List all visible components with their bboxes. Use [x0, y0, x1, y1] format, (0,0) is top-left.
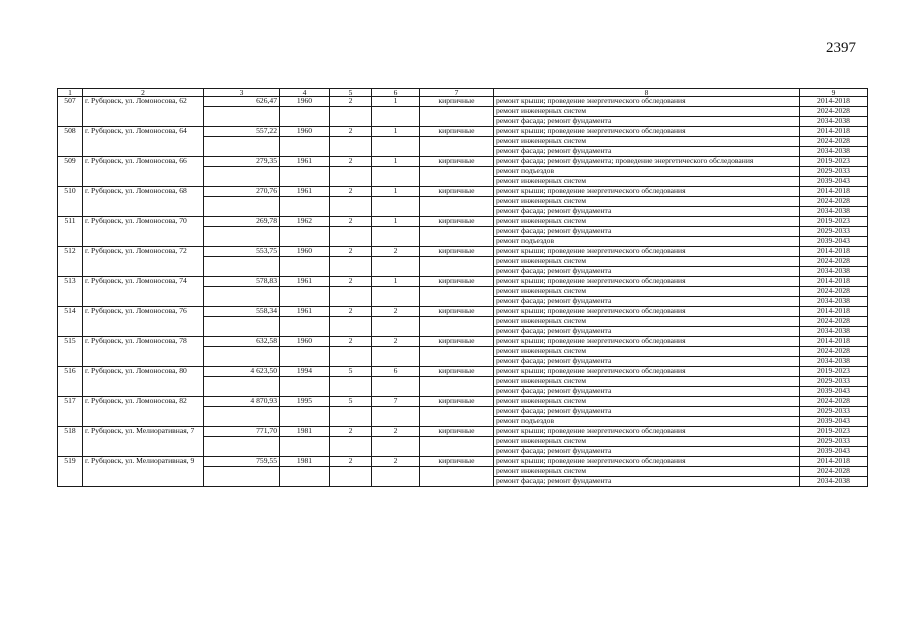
empty-cell — [420, 467, 494, 487]
record-area: 4 623,50 — [204, 367, 280, 377]
work-period: 2034-2038 — [800, 297, 868, 307]
work-period: 2034-2038 — [800, 477, 868, 487]
record-material: кирпичные — [420, 247, 494, 257]
empty-cell — [204, 257, 280, 277]
record-material: кирпичные — [420, 277, 494, 287]
empty-cell — [372, 257, 420, 277]
empty-cell — [204, 317, 280, 337]
header-cell: 1 — [58, 89, 83, 97]
record-floors: 2 — [330, 427, 372, 437]
work-type: ремонт крыши; проведение энергетического обследования — [494, 127, 800, 137]
work-type: ремонт крыши; проведение энергетического обследования — [494, 97, 800, 107]
work-period: 2039-2043 — [800, 237, 868, 247]
work-type: ремонт инженерных систем — [494, 287, 800, 297]
work-type: ремонт инженерных систем — [494, 177, 800, 187]
record-year: 1981 — [280, 427, 330, 437]
work-period: 2024-2028 — [800, 467, 868, 477]
header-cell: 5 — [330, 89, 372, 97]
empty-cell — [280, 467, 330, 487]
record-address: г. Рубцовск, ул. Ломоносова, 68 — [83, 187, 204, 217]
work-period: 2034-2038 — [800, 207, 868, 217]
empty-cell — [330, 167, 372, 187]
empty-cell — [280, 437, 330, 457]
record-entrances: 2 — [372, 427, 420, 437]
record-entrances: 6 — [372, 367, 420, 377]
header-cell: 9 — [800, 89, 868, 97]
work-period: 2034-2038 — [800, 147, 868, 157]
record-floors: 2 — [330, 187, 372, 197]
record-area: 578,83 — [204, 277, 280, 287]
record-floors: 2 — [330, 157, 372, 167]
table-row — [58, 397, 868, 407]
record-area: 558,34 — [204, 307, 280, 317]
record-area: 626,47 — [204, 97, 280, 107]
work-type: ремонт крыши; проведение энергетического обследования — [494, 307, 800, 317]
work-type: ремонт фасада; ремонт фундамента — [494, 117, 800, 127]
empty-cell — [330, 287, 372, 307]
page-number: 2397 — [826, 40, 856, 56]
work-type: ремонт фасада; ремонт фундамента — [494, 477, 800, 487]
work-type: ремонт инженерных систем — [494, 377, 800, 387]
work-period: 2039-2043 — [800, 387, 868, 397]
empty-cell — [420, 257, 494, 277]
empty-cell — [330, 317, 372, 337]
record-area: 771,70 — [204, 427, 280, 437]
work-period: 2034-2038 — [800, 327, 868, 337]
work-period: 2014-2018 — [800, 337, 868, 347]
table-row — [58, 127, 868, 137]
empty-cell — [280, 137, 330, 157]
record-floors: 2 — [330, 217, 372, 227]
work-period: 2014-2018 — [800, 187, 868, 197]
empty-cell — [420, 407, 494, 427]
header-cell: 6 — [372, 89, 420, 97]
record-number: 510 — [58, 187, 83, 217]
work-period: 2029-2033 — [800, 167, 868, 177]
header-cell: 7 — [420, 89, 494, 97]
work-period: 2039-2043 — [800, 447, 868, 457]
table-row — [58, 187, 868, 197]
record-entrances: 1 — [372, 127, 420, 137]
work-type: ремонт фасада; ремонт фундамента — [494, 207, 800, 217]
work-type: ремонт инженерных систем — [494, 197, 800, 207]
work-type: ремонт фасада; ремонт фундамента — [494, 147, 800, 157]
empty-cell — [372, 287, 420, 307]
record-material: кирпичные — [420, 307, 494, 317]
work-type: ремонт инженерных систем — [494, 257, 800, 267]
work-period: 2034-2038 — [800, 117, 868, 127]
empty-cell — [420, 317, 494, 337]
table-row — [58, 97, 868, 107]
empty-cell — [420, 107, 494, 127]
work-period: 2024-2028 — [800, 137, 868, 147]
record-year: 1960 — [280, 97, 330, 107]
header-cell: 4 — [280, 89, 330, 97]
empty-cell — [330, 407, 372, 427]
work-type: ремонт крыши; проведение энергетического обследования — [494, 367, 800, 377]
record-entrances: 1 — [372, 187, 420, 197]
work-period: 2019-2023 — [800, 427, 868, 437]
record-year: 1960 — [280, 247, 330, 257]
record-year: 1961 — [280, 307, 330, 317]
empty-cell — [330, 107, 372, 127]
work-period: 2029-2033 — [800, 227, 868, 237]
record-material: кирпичные — [420, 337, 494, 347]
record-area: 270,76 — [204, 187, 280, 197]
record-area: 4 870,93 — [204, 397, 280, 407]
table-row — [58, 337, 868, 347]
record-floors: 2 — [330, 337, 372, 347]
record-number: 509 — [58, 157, 83, 187]
record-number: 519 — [58, 457, 83, 487]
work-type: ремонт подъездов — [494, 237, 800, 247]
housing-register-table — [57, 88, 868, 487]
record-entrances: 7 — [372, 397, 420, 407]
record-address: г. Рубцовск, ул. Мелиоративная, 7 — [83, 427, 204, 457]
empty-cell — [330, 347, 372, 367]
empty-cell — [280, 167, 330, 187]
empty-cell — [330, 137, 372, 157]
work-type: ремонт инженерных систем — [494, 467, 800, 477]
record-year: 1962 — [280, 217, 330, 227]
record-address: г. Рубцовск, ул. Ломоносова, 74 — [83, 277, 204, 307]
empty-cell — [280, 347, 330, 367]
empty-cell — [420, 377, 494, 397]
record-number: 512 — [58, 247, 83, 277]
work-type: ремонт инженерных систем — [494, 217, 800, 227]
work-period: 2014-2018 — [800, 97, 868, 107]
work-period: 2024-2028 — [800, 287, 868, 297]
record-area: 632,58 — [204, 337, 280, 347]
table-row — [58, 427, 868, 437]
work-period: 2034-2038 — [800, 267, 868, 277]
empty-cell — [330, 227, 372, 247]
empty-cell — [330, 467, 372, 487]
empty-cell — [330, 257, 372, 277]
empty-cell — [204, 107, 280, 127]
work-period: 2024-2028 — [800, 107, 868, 117]
record-material: кирпичные — [420, 457, 494, 467]
empty-cell — [280, 227, 330, 247]
work-period: 2029-2033 — [800, 377, 868, 387]
empty-cell — [420, 287, 494, 307]
record-area: 557,22 — [204, 127, 280, 137]
work-period: 2019-2023 — [800, 367, 868, 377]
work-period: 2024-2028 — [800, 347, 868, 357]
work-type: ремонт инженерных систем — [494, 107, 800, 117]
record-area: 759,55 — [204, 457, 280, 467]
record-number: 513 — [58, 277, 83, 307]
record-material: кирпичные — [420, 187, 494, 197]
header-cell: 2 — [83, 89, 204, 97]
work-period: 2024-2028 — [800, 197, 868, 207]
record-floors: 2 — [330, 127, 372, 137]
empty-cell — [372, 347, 420, 367]
record-address: г. Рубцовск, ул. Ломоносова, 82 — [83, 397, 204, 427]
record-year: 1994 — [280, 367, 330, 377]
table-row — [58, 157, 868, 167]
table-body — [58, 97, 868, 487]
table-row — [58, 457, 868, 467]
empty-cell — [372, 197, 420, 217]
work-type: ремонт фасада; ремонт фундамента — [494, 447, 800, 457]
work-type: ремонт фасада; ремонт фундамента — [494, 297, 800, 307]
work-type: ремонт инженерных систем — [494, 397, 800, 407]
work-period: 2014-2018 — [800, 277, 868, 287]
work-type: ремонт крыши; проведение энергетического обследования — [494, 247, 800, 257]
work-type: ремонт крыши; проведение энергетического обследования — [494, 337, 800, 347]
empty-cell — [330, 377, 372, 397]
record-area: 269,78 — [204, 217, 280, 227]
table-row — [58, 307, 868, 317]
record-number: 517 — [58, 397, 83, 427]
record-number: 515 — [58, 337, 83, 367]
work-period: 2029-2033 — [800, 407, 868, 417]
work-type: ремонт фасада; ремонт фундамента — [494, 387, 800, 397]
record-area: 279,35 — [204, 157, 280, 167]
empty-cell — [280, 197, 330, 217]
record-address: г. Рубцовск, ул. Ломоносова, 70 — [83, 217, 204, 247]
work-type: ремонт крыши; проведение энергетического обследования — [494, 187, 800, 197]
empty-cell — [280, 407, 330, 427]
record-number: 514 — [58, 307, 83, 337]
work-type: ремонт фасада; ремонт фундамента — [494, 267, 800, 277]
empty-cell — [204, 437, 280, 457]
record-entrances: 1 — [372, 97, 420, 107]
record-floors: 5 — [330, 367, 372, 377]
record-entrances: 1 — [372, 277, 420, 287]
record-number: 518 — [58, 427, 83, 457]
work-type: ремонт фасада; ремонт фундамента — [494, 407, 800, 417]
work-type: ремонт фасада; ремонт фундамента; проведение энергетического обследования — [494, 157, 800, 167]
work-period: 2024-2028 — [800, 257, 868, 267]
empty-cell — [330, 437, 372, 457]
empty-cell — [204, 467, 280, 487]
record-floors: 5 — [330, 397, 372, 407]
record-address: г. Рубцовск, ул. Мелиоративная, 9 — [83, 457, 204, 487]
record-address: г. Рубцовск, ул. Ломоносова, 78 — [83, 337, 204, 367]
record-entrances: 2 — [372, 337, 420, 347]
record-material: кирпичные — [420, 427, 494, 437]
empty-cell — [204, 167, 280, 187]
empty-cell — [330, 197, 372, 217]
record-material: кирпичные — [420, 157, 494, 167]
record-floors: 2 — [330, 457, 372, 467]
record-year: 1995 — [280, 397, 330, 407]
empty-cell — [280, 287, 330, 307]
work-period: 2034-2038 — [800, 357, 868, 367]
empty-cell — [420, 437, 494, 457]
record-number: 507 — [58, 97, 83, 127]
work-type: ремонт подъездов — [494, 167, 800, 177]
record-floors: 2 — [330, 97, 372, 107]
empty-cell — [420, 137, 494, 157]
empty-cell — [204, 407, 280, 427]
empty-cell — [204, 227, 280, 247]
work-type: ремонт фасада; ремонт фундамента — [494, 327, 800, 337]
record-address: г. Рубцовск, ул. Ломоносова, 64 — [83, 127, 204, 157]
empty-cell — [372, 167, 420, 187]
header-cell: 3 — [204, 89, 280, 97]
work-type: ремонт крыши; проведение энергетического обследования — [494, 457, 800, 467]
work-type: ремонт инженерных систем — [494, 437, 800, 447]
record-address: г. Рубцовск, ул. Ломоносова, 76 — [83, 307, 204, 337]
record-entrances: 2 — [372, 307, 420, 317]
record-year: 1981 — [280, 457, 330, 467]
work-type: ремонт крыши; проведение энергетического обследования — [494, 277, 800, 287]
work-type: ремонт инженерных систем — [494, 347, 800, 357]
record-address: г. Рубцовск, ул. Ломоносова, 66 — [83, 157, 204, 187]
record-entrances: 2 — [372, 247, 420, 257]
empty-cell — [420, 347, 494, 367]
record-area: 553,75 — [204, 247, 280, 257]
empty-cell — [204, 287, 280, 307]
empty-cell — [372, 137, 420, 157]
record-material: кирпичные — [420, 367, 494, 377]
record-address: г. Рубцовск, ул. Ломоносова, 62 — [83, 97, 204, 127]
empty-cell — [280, 107, 330, 127]
empty-cell — [372, 107, 420, 127]
empty-cell — [204, 347, 280, 367]
record-number: 508 — [58, 127, 83, 157]
work-type: ремонт подъездов — [494, 417, 800, 427]
record-entrances: 2 — [372, 457, 420, 467]
empty-cell — [280, 257, 330, 277]
record-year: 1961 — [280, 187, 330, 197]
empty-cell — [280, 317, 330, 337]
record-year: 1961 — [280, 277, 330, 287]
record-floors: 2 — [330, 307, 372, 317]
header-cell: 8 — [494, 89, 800, 97]
work-period: 2039-2043 — [800, 177, 868, 187]
empty-cell — [420, 227, 494, 247]
work-type: ремонт инженерных систем — [494, 317, 800, 327]
work-type: ремонт фасада; ремонт фундамента — [494, 227, 800, 237]
table-header — [58, 89, 868, 97]
empty-cell — [204, 197, 280, 217]
table-row — [58, 217, 868, 227]
record-material: кирпичные — [420, 97, 494, 107]
work-period: 2024-2028 — [800, 317, 868, 327]
empty-cell — [420, 167, 494, 187]
record-entrances: 1 — [372, 157, 420, 167]
work-period: 2014-2018 — [800, 127, 868, 137]
empty-cell — [372, 437, 420, 457]
table-row — [58, 247, 868, 257]
record-floors: 2 — [330, 277, 372, 287]
work-type: ремонт инженерных систем — [494, 137, 800, 147]
record-number: 516 — [58, 367, 83, 397]
record-year: 1960 — [280, 127, 330, 137]
empty-cell — [204, 137, 280, 157]
work-period: 2014-2018 — [800, 247, 868, 257]
empty-cell — [204, 377, 280, 397]
work-period: 2029-2033 — [800, 437, 868, 447]
empty-cell — [372, 227, 420, 247]
empty-cell — [372, 317, 420, 337]
record-number: 511 — [58, 217, 83, 247]
record-material: кирпичные — [420, 217, 494, 227]
header-row — [58, 89, 868, 97]
record-address: г. Рубцовск, ул. Ломоносова, 80 — [83, 367, 204, 397]
work-period: 2014-2018 — [800, 457, 868, 467]
table-row — [58, 277, 868, 287]
empty-cell — [372, 407, 420, 427]
empty-cell — [420, 197, 494, 217]
empty-cell — [372, 377, 420, 397]
empty-cell — [280, 377, 330, 397]
record-material: кирпичные — [420, 127, 494, 137]
work-type: ремонт фасада; ремонт фундамента — [494, 357, 800, 367]
record-material: кирпичные — [420, 397, 494, 407]
record-floors: 2 — [330, 247, 372, 257]
empty-cell — [372, 467, 420, 487]
work-type: ремонт крыши; проведение энергетического обследования — [494, 427, 800, 437]
table-row — [58, 367, 868, 377]
record-year: 1961 — [280, 157, 330, 167]
work-period: 2019-2023 — [800, 217, 868, 227]
record-entrances: 1 — [372, 217, 420, 227]
record-year: 1960 — [280, 337, 330, 347]
work-period: 2019-2023 — [800, 157, 868, 167]
work-period: 2039-2043 — [800, 417, 868, 427]
work-period: 2014-2018 — [800, 307, 868, 317]
record-address: г. Рубцовск, ул. Ломоносова, 72 — [83, 247, 204, 277]
work-period: 2024-2028 — [800, 397, 868, 407]
